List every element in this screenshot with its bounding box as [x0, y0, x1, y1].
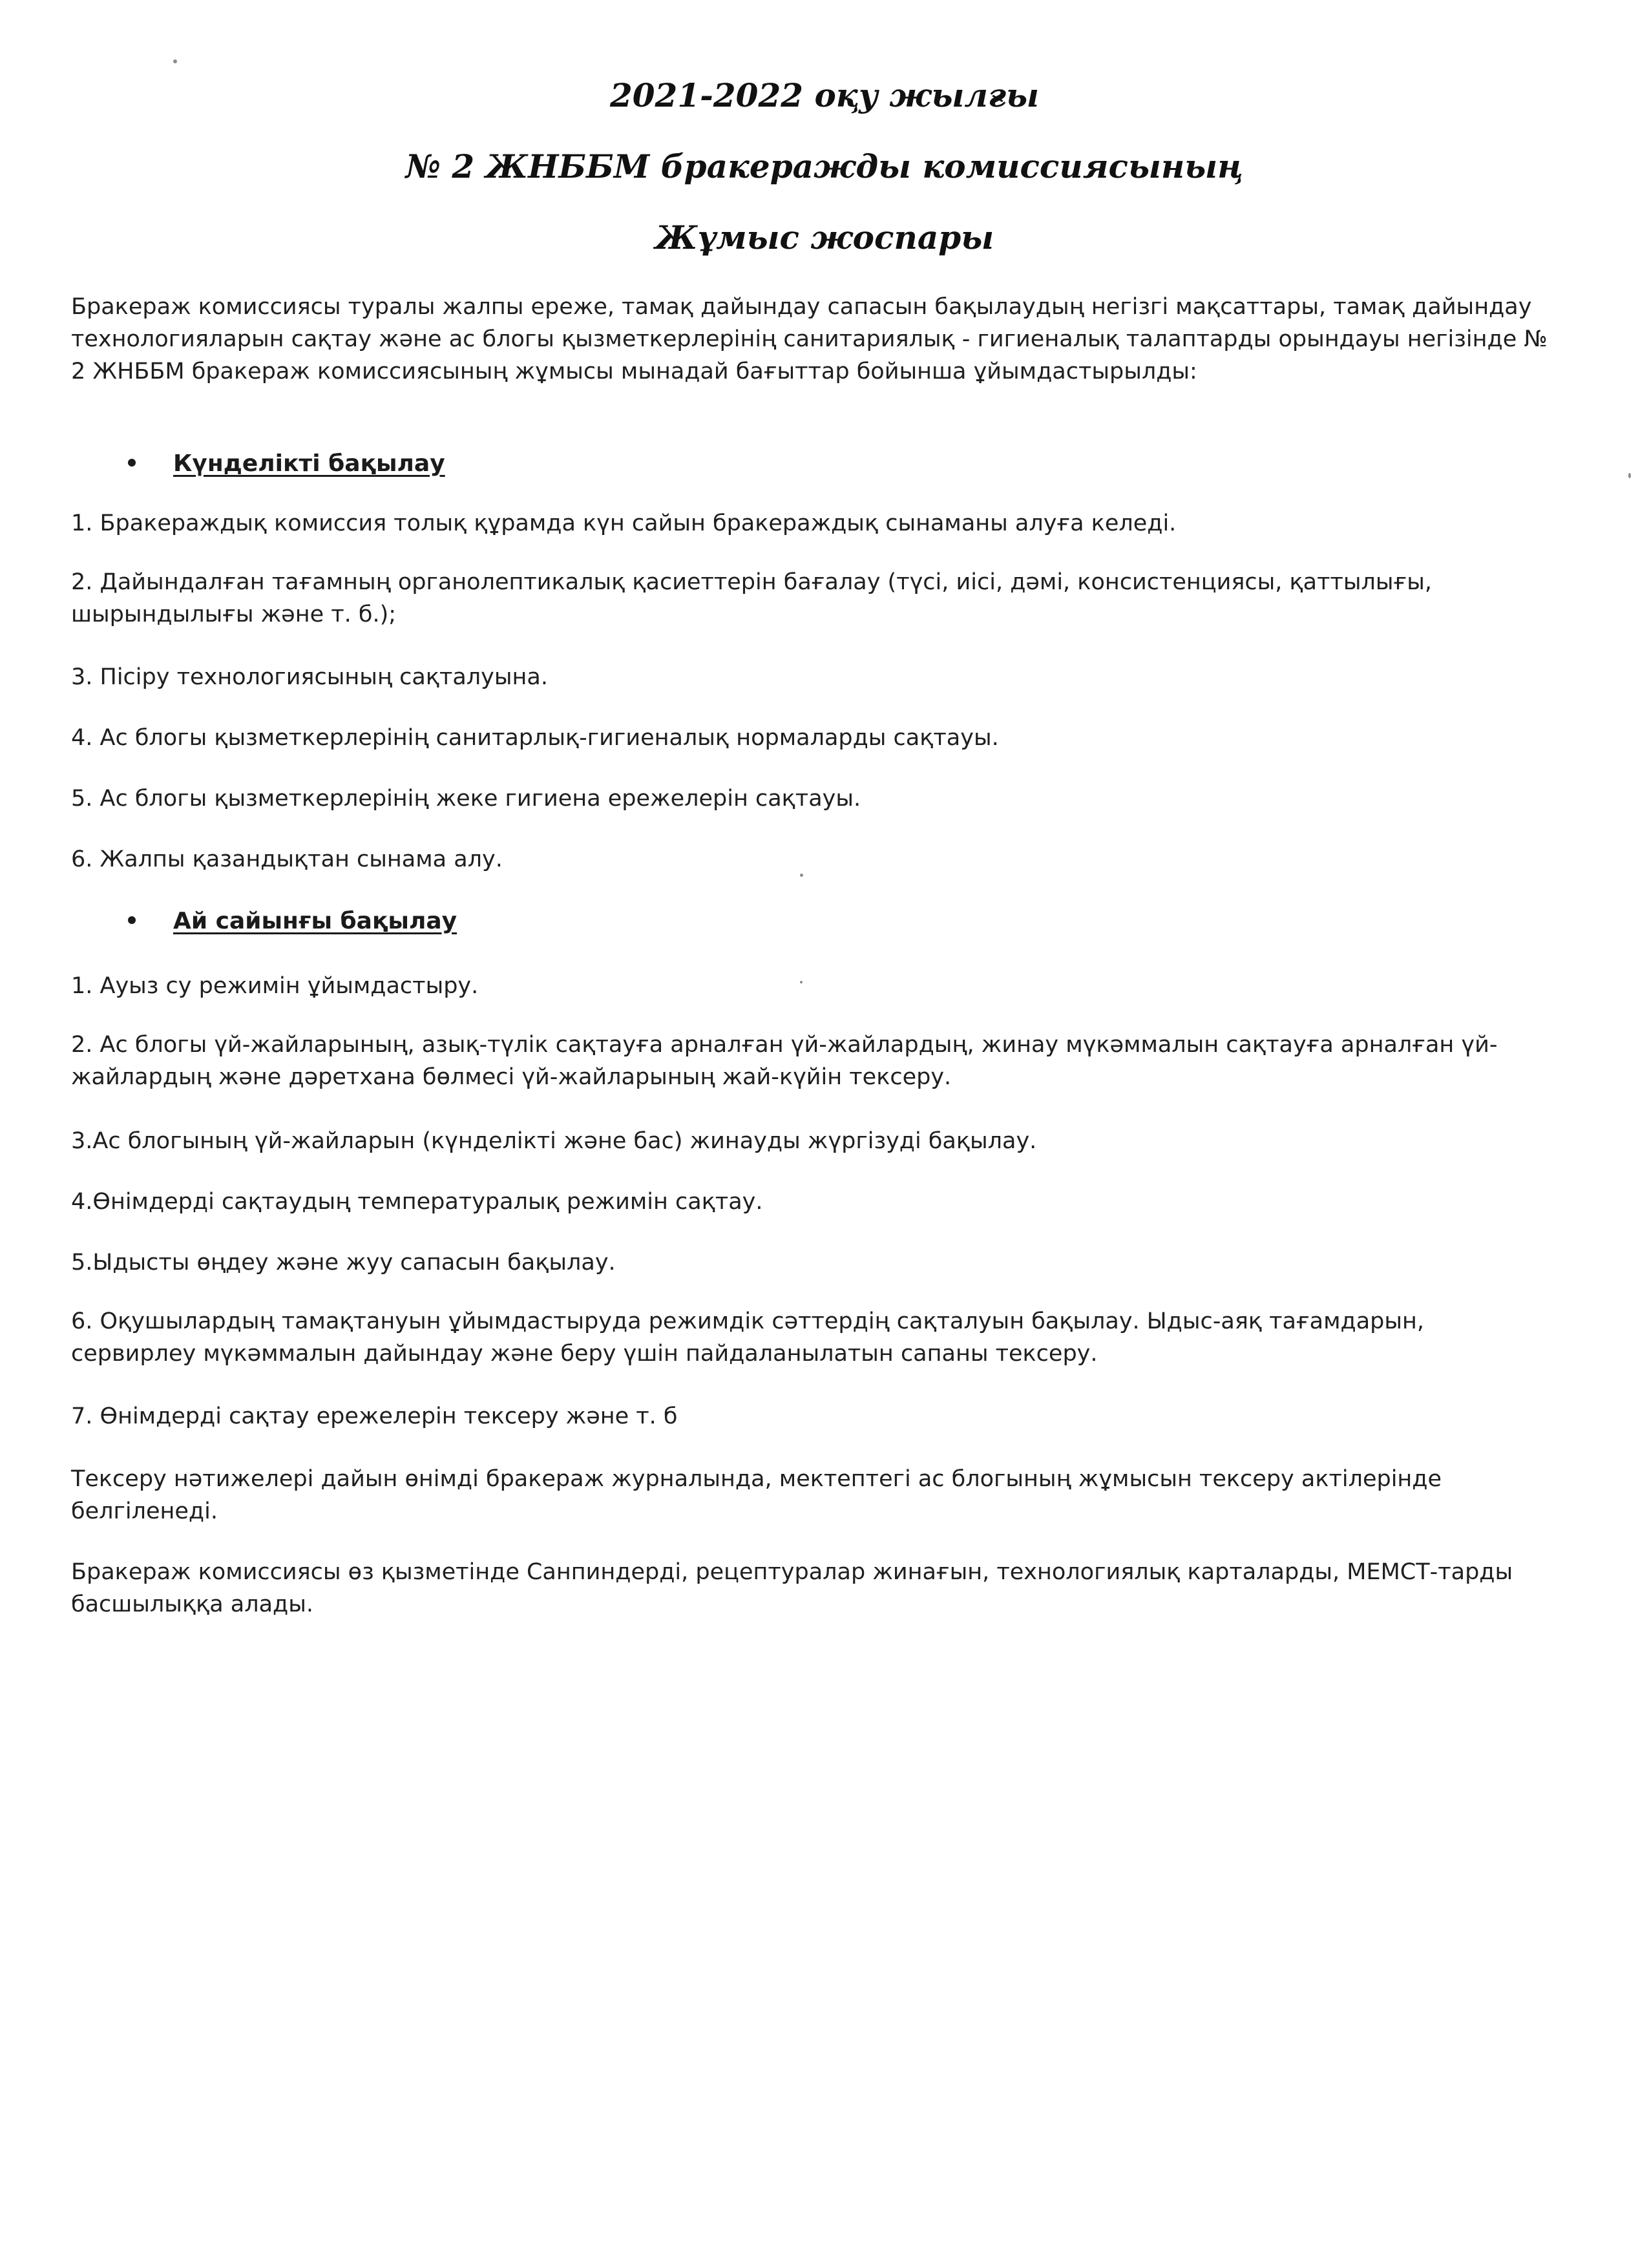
- document-title-year: 2021-2022 оқу жылғы: [609, 76, 1040, 114]
- closing-paragraph: Тексеру нәтижелері дайын өнімді бракераж журналында, мектептегі ас блогының жұмысын тексеру актілерінде белгіленеді.: [71, 1466, 1442, 1524]
- monthly-item: 5.Ыдысты өңдеу және жуу сапасын бақылау.: [71, 1250, 616, 1276]
- bullet-icon: [128, 916, 136, 924]
- monthly-item: 3.Ас блогының үй-жайларын (күнделікті және бас) жинауды жүргізуді бақылау.: [71, 1128, 1037, 1154]
- closing-paragraph: Бракераж комиссиясы өз қызметінде Санпиндерді, рецептуралар жинағын, технологиялық карталарды, МЕМСТ-тарды басшылыққа алады.: [71, 1559, 1513, 1617]
- document-title-commission: № 2 ЖНББМ бракеражды комиссиясының: [405, 147, 1244, 185]
- bullet-icon: [128, 459, 136, 467]
- monthly-item: 7. Өнімдерді сақтау ережелерін тексеру және т. б: [71, 1403, 678, 1429]
- daily-item: 5. Ас блогы қызметкерлерінің жеке гигиена ережелерін сақтауы.: [71, 786, 861, 812]
- daily-item: 6. Жалпы қазандықтан сынама алу.: [71, 846, 503, 872]
- daily-item: 3. Пісіру технологиясының сақталуына.: [71, 664, 548, 690]
- scan-speck: [173, 59, 177, 63]
- daily-item: 4. Ас блогы қызметкерлерінің санитарлық-гигиеналық нормаларды сақтауы.: [71, 725, 999, 751]
- monthly-section-heading: Ай сайынғы бақылау: [128, 903, 457, 940]
- daily-section-heading: Күнделікті бақылау: [128, 446, 445, 482]
- monthly-item: 1. Ауыз су режимін ұйымдастыру.: [71, 973, 479, 999]
- intro-paragraph: Бракераж комиссиясы туралы жалпы ереже, тамақ дайындау сапасын бақылаудың негізгі мақсаттары, тамақ дайындау технологияларын сақтау және ас блогы қызметкерлерінің санитариялық - гигиеналық талаптарды орындауы негізінде № 2 ЖНББМ бракераж комиссиясының жұмысы мынадай бағыттар бойынша ұйымдастырылды:: [71, 294, 1548, 384]
- monthly-item: 2. Ас блогы үй-жайларының, азық-түлік сақтауға арналған үй-жайлардың, жинау мүкәммалын сақтауға арналған үй-жайлардың және дәретхана бөлмесі үй-жайларының жай-күйін тексеру.: [71, 1032, 1498, 1090]
- daily-item: 2. Дайындалған тағамның органолептикалық қасиеттерін бағалау (түсі, иісі, дәмі, консистенциясы, қаттылығы, шырындылығы және т. б.);: [71, 569, 1432, 627]
- daily-item: 1. Бракераждық комиссия толық құрамда күн сайын бракераждық сынаманы алуға келеді.: [71, 510, 1177, 536]
- scan-speck: [1628, 473, 1631, 478]
- monthly-item: 6. Оқушылардың тамақтануын ұйымдастыруда режимдік сәттердің сақталуын бақылау. Ыдыс-аяқ тағамдарын, сервирлеу мүкәммалын дайындау және беру үшін пайдаланылатын сапаны тексеру.: [71, 1308, 1425, 1367]
- monthly-item: 4.Өнімдерді сақтаудың температуралық режимін сақтау.: [71, 1189, 763, 1215]
- document-title-plan: Жұмыс жоспары: [655, 218, 994, 257]
